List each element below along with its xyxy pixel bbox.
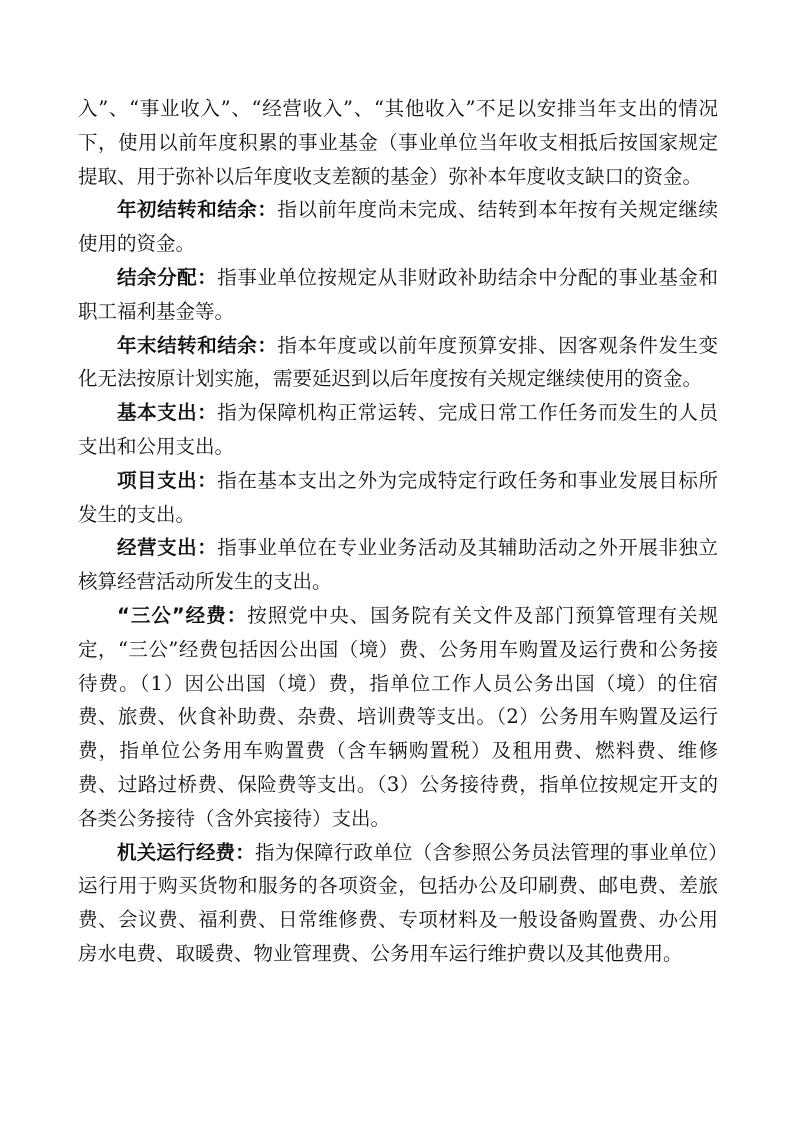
paragraph-text: 指事业单位在专业业务活动及其辅助活动之外开展非独立核算经营活动所发生的支出。 [78, 536, 718, 594]
paragraph-carryover-end [78, 329, 718, 397]
term-label: 机关运行经费： [117, 840, 255, 864]
term-label: 年初结转和结余： [117, 198, 278, 222]
paragraph-text: 指本年度或以前年度预算安排、因客观条件发生变化无法按原计划实施，需要延迟到以后年度按有关规定继续使用的资金。 [78, 333, 718, 391]
paragraph-carryover-beginning [78, 193, 718, 261]
paragraph-text: 指为保障行政单位（含参照公务员法管理的事业单位）运行用于购买货物和服务的各项资金，包括办公及印刷费、邮电费、差旅费、会议费、福利费、日常维修费、专项材料及一般设备购置费、办公用房水电费、取暖费、物业管理费、公务用车运行维护费以及其他费用。 [78, 840, 718, 965]
paragraph-surplus-distribution [78, 261, 718, 329]
paragraph-text: 指在基本支出之外为完成特定行政任务和事业发展目标所发生的支出。 [78, 468, 718, 526]
term-label: 基本支出： [117, 401, 218, 425]
term-label: 结余分配： [117, 265, 218, 289]
paragraph-text: 指为保障机构正常运转、完成日常工作任务而发生的人员支出和公用支出。 [78, 401, 718, 458]
term-label: 年末结转和结余： [117, 333, 278, 357]
paragraph-project-expenditure [78, 464, 718, 532]
paragraph-operating-expenditure [78, 531, 718, 599]
term-label: 项目支出： [117, 468, 218, 492]
paragraph-text: 指以前年度尚未完成、结转到本年按有关规定继续使用的资金。 [78, 198, 718, 256]
paragraph-fund-supplement [78, 92, 718, 193]
paragraph-three-public-expenses [78, 599, 718, 836]
paragraph-text: 入”、“事业收入”、“经营收入”、“其他收入”不足以安排当年支出的情况下，使用以前年度积累的事业基金（事业单位当年收支相抵后按国家规定提取、用于弥补以后年度收支差额的基金）弥补本年度收支缺口的资金。 [78, 97, 718, 188]
term-label: 经营支出： [117, 536, 218, 560]
paragraph-text: 按照党中央、国务院有关文件及部门预算管理有关规定，“三公”经费包括因公出国（境）费、公务用车购置及运行费和公务接待费。（1）因公出国（境）费，指单位工作人员公务出国（境）的住宿费、旅费、伙食补助费、杂费、培训费等支出。（2）公务用车购置及运行费，指单位公务用车购置费（含车辆购置税）及租用费、燃料费、维修费、过路过桥费、保险费等支出。（3）公务接待费，指单位按规定开支的各类公务接待（含外宾接待）支出。 [78, 603, 718, 830]
paragraph-basic-expenditure [78, 396, 718, 464]
paragraph-agency-operating-funds [78, 836, 718, 971]
document-body [78, 92, 718, 971]
term-label: “三公”经费： [117, 603, 248, 627]
paragraph-text: 指事业单位按规定从非财政补助结余中分配的事业基金和职工福利基金等。 [78, 265, 718, 323]
